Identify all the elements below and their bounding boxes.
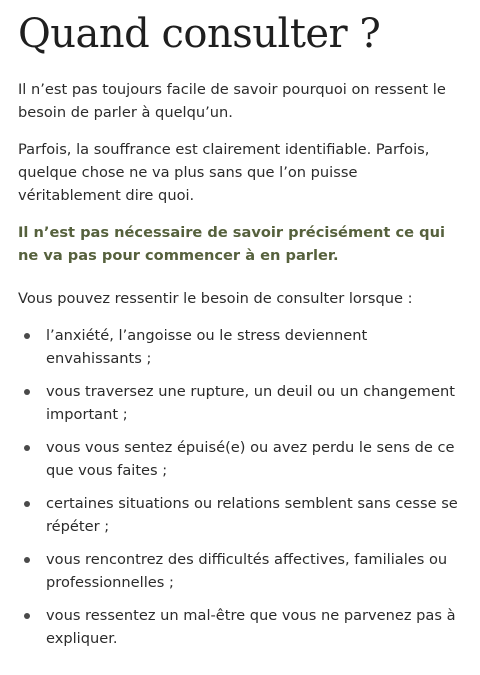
bullet-icon [24,445,30,451]
list-item-text: certaines situations ou relations semblent sans cesse se répéter ; [46,495,458,535]
list-item [18,324,462,370]
list-item [18,492,462,538]
list-item-text: vous ressentez un mal-être que vous ne parvenez pas à expliquer. [46,607,456,647]
paragraph-intro-difficulty: Il n’est pas toujours facile de savoir pourquoi on ressent le besoin de parler à quelqu’un. [18,81,446,121]
reasons-list [18,324,462,650]
bullet-icon [24,501,30,507]
bullet-icon [24,613,30,619]
list-item-text: vous traversez une rupture, un deuil ou un changement important ; [46,383,455,423]
page-title: Quand consulter ? [18,11,381,57]
bullet-icon [24,333,30,339]
paragraph-suffering: Parfois, la souffrance est clairement identifiable. Parfois, quelque chose ne va plus sans que l’on puisse véritablement dire quoi. [18,141,430,204]
bullet-icon [24,557,30,563]
list-item-text: vous rencontrez des difficultés affectives, familiales ou professionnelles ; [46,551,448,591]
list-item-text: l’anxiété, l’angoisse ou le stress deviennent envahissants ; [46,327,368,367]
list-item [18,604,462,650]
list-item [18,380,462,426]
highlight-statement: Il n’est pas nécessaire de savoir précisément ce qui ne va pas pour commencer à en parler. [18,224,445,264]
list-intro: Vous pouvez ressentir le besoin de consulter lorsque : [18,290,413,307]
list-item [18,436,462,482]
bullet-icon [24,389,30,395]
list-item [18,548,462,594]
list-item-text: vous vous sentez épuisé(e) ou avez perdu le sens de ce que vous faites ; [46,439,455,479]
